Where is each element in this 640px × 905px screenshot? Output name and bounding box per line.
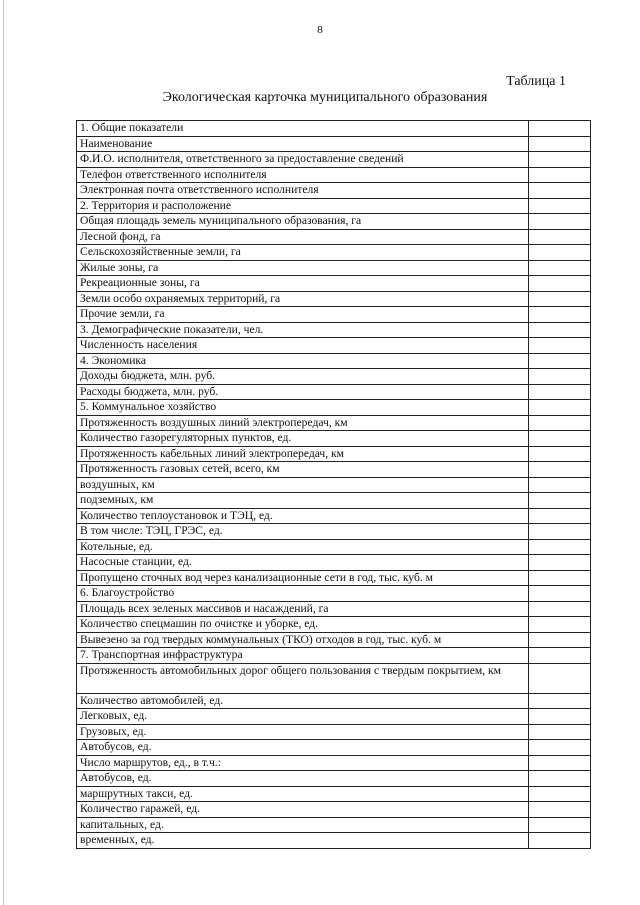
table-row	[77, 307, 591, 323]
row-value-cell	[529, 136, 591, 152]
table-row	[77, 477, 591, 493]
row-value-cell	[529, 493, 591, 509]
row-label: маршрутных такси, ед.	[77, 786, 529, 802]
table-row	[77, 400, 591, 416]
table-row	[77, 446, 591, 462]
row-label: Ф.И.О. исполнителя, ответственного за предоставление сведений	[77, 152, 529, 168]
row-label: Легковых, ед.	[77, 709, 529, 725]
table-row	[77, 431, 591, 447]
table-row	[77, 555, 591, 571]
table-row	[77, 121, 591, 137]
row-value-cell	[529, 245, 591, 261]
row-label: В том числе: ТЭЦ, ГРЭС, ед.	[77, 524, 529, 540]
row-value-cell	[529, 198, 591, 214]
table-row	[77, 586, 591, 602]
row-label: Количество теплоустановок и ТЭЦ, ед.	[77, 508, 529, 524]
row-label: капитальных, ед.	[77, 817, 529, 833]
table-row	[77, 167, 591, 183]
table-row	[77, 198, 591, 214]
row-value-cell	[529, 322, 591, 338]
table-row	[77, 415, 591, 431]
row-value-cell	[529, 291, 591, 307]
row-value-cell	[529, 833, 591, 849]
row-value-cell	[529, 586, 591, 602]
row-value-cell	[529, 167, 591, 183]
row-label: Количество газорегуляторных пунктов, ед.	[77, 431, 529, 447]
table-row	[77, 755, 591, 771]
row-label: Протяженность газовых сетей, всего, км	[77, 462, 529, 478]
row-label: Автобусов, ед.	[77, 771, 529, 787]
row-label: 6. Благоустройство	[77, 586, 529, 602]
row-value-cell	[529, 338, 591, 354]
table-row	[77, 462, 591, 478]
table-row	[77, 214, 591, 230]
row-label: Площадь всех зеленых массивов и насаждений, га	[77, 601, 529, 617]
row-label: Рекреационные зоны, га	[77, 276, 529, 292]
row-label: Лесной фонд, га	[77, 229, 529, 245]
row-value-cell	[529, 508, 591, 524]
table-row	[77, 338, 591, 354]
table-row	[77, 369, 591, 385]
table-row	[77, 508, 591, 524]
row-label: Протяженность автомобильных дорог общего пользования с твердым покрытием, км	[77, 663, 529, 693]
table-row	[77, 136, 591, 152]
row-label: Доходы бюджета, млн. руб.	[77, 369, 529, 385]
row-value-cell	[529, 183, 591, 199]
row-label: Котельные, ед.	[77, 539, 529, 555]
table-label: Таблица 1	[506, 74, 566, 89]
row-label: 2. Территория и расположение	[77, 198, 529, 214]
table-row	[77, 322, 591, 338]
row-value-cell	[529, 446, 591, 462]
row-value-cell	[529, 755, 591, 771]
row-label: подземных, км	[77, 493, 529, 509]
table-row	[77, 632, 591, 648]
table-row	[77, 771, 591, 787]
table-row	[77, 663, 591, 693]
row-value-cell	[529, 229, 591, 245]
table-row	[77, 817, 591, 833]
row-value-cell	[529, 601, 591, 617]
row-value-cell	[529, 693, 591, 709]
table-row	[77, 833, 591, 849]
row-value-cell	[529, 276, 591, 292]
table-row	[77, 276, 591, 292]
table-row	[77, 384, 591, 400]
row-value-cell	[529, 740, 591, 756]
row-label: 1. Общие показатели	[77, 121, 529, 137]
row-value-cell	[529, 648, 591, 664]
row-label: Вывезено за год твердых коммунальных (ТКО) отходов в год, тыс. куб. м	[77, 632, 529, 648]
row-value-cell	[529, 369, 591, 385]
row-value-cell	[529, 709, 591, 725]
row-value-cell	[529, 415, 591, 431]
row-value-cell	[529, 214, 591, 230]
row-label: Пропущено сточных вод через канализационные сети в год, тыс. куб. м	[77, 570, 529, 586]
row-label: Количество автомобилей, ед.	[77, 693, 529, 709]
row-label: Прочие земли, га	[77, 307, 529, 323]
table-row	[77, 493, 591, 509]
row-value-cell	[529, 802, 591, 818]
row-value-cell	[529, 477, 591, 493]
table-row	[77, 786, 591, 802]
row-label: 3. Демографические показатели, чел.	[77, 322, 529, 338]
row-value-cell	[529, 462, 591, 478]
table-row	[77, 648, 591, 664]
row-label: Земли особо охраняемых территорий, га	[77, 291, 529, 307]
row-value-cell	[529, 260, 591, 276]
row-label: Жилые зоны, га	[77, 260, 529, 276]
table-row	[77, 539, 591, 555]
row-label: Численность населения	[77, 338, 529, 354]
table-row	[77, 260, 591, 276]
page-number: 8	[317, 24, 323, 36]
row-value-cell	[529, 400, 591, 416]
table-row	[77, 524, 591, 540]
row-label: 7. Транспортная инфраструктура	[77, 648, 529, 664]
eco-card-body	[77, 121, 591, 849]
table-row	[77, 152, 591, 168]
row-label: 4. Экономика	[77, 353, 529, 369]
row-label: Количество гаражей, ед.	[77, 802, 529, 818]
row-value-cell	[529, 663, 591, 693]
table-row	[77, 709, 591, 725]
table-title: Экологическая карточка муниципального образования	[162, 90, 488, 105]
row-value-cell	[529, 555, 591, 571]
table-row	[77, 724, 591, 740]
scan-edge	[3, 0, 4, 905]
row-value-cell	[529, 152, 591, 168]
row-label: Электронная почта ответственного исполнителя	[77, 183, 529, 199]
table-row	[77, 617, 591, 633]
row-value-cell	[529, 771, 591, 787]
table-row	[77, 601, 591, 617]
row-label: Протяженность воздушных линий электропередач, км	[77, 415, 529, 431]
table-row	[77, 570, 591, 586]
table-row	[77, 802, 591, 818]
table-row	[77, 740, 591, 756]
table-row	[77, 693, 591, 709]
row-label: Сельскохозяйственные земли, га	[77, 245, 529, 261]
row-label: Наименование	[77, 136, 529, 152]
table-row	[77, 245, 591, 261]
table-row	[77, 183, 591, 199]
row-label: временных, ед.	[77, 833, 529, 849]
row-label: воздушных, км	[77, 477, 529, 493]
row-value-cell	[529, 307, 591, 323]
row-value-cell	[529, 632, 591, 648]
row-value-cell	[529, 724, 591, 740]
row-label: Количество спецмашин по очистке и уборке, ед.	[77, 617, 529, 633]
row-value-cell	[529, 524, 591, 540]
eco-card-table	[76, 120, 591, 849]
row-value-cell	[529, 617, 591, 633]
row-value-cell	[529, 570, 591, 586]
row-label: Телефон ответственного исполнителя	[77, 167, 529, 183]
row-label: Протяженность кабельных линий электропередач, км	[77, 446, 529, 462]
table-row	[77, 291, 591, 307]
row-label: Грузовых, ед.	[77, 724, 529, 740]
row-value-cell	[529, 431, 591, 447]
row-label: Расходы бюджета, млн. руб.	[77, 384, 529, 400]
row-label: Общая площадь земель муниципального образования, га	[77, 214, 529, 230]
row-label: Насосные станции, ед.	[77, 555, 529, 571]
table-row	[77, 229, 591, 245]
row-value-cell	[529, 121, 591, 137]
row-label: Автобусов, ед.	[77, 740, 529, 756]
row-value-cell	[529, 384, 591, 400]
row-label: 5. Коммунальное хозяйство	[77, 400, 529, 416]
row-value-cell	[529, 353, 591, 369]
row-value-cell	[529, 539, 591, 555]
row-value-cell	[529, 817, 591, 833]
row-label: Число маршрутов, ед., в т.ч.:	[77, 755, 529, 771]
table-row	[77, 353, 591, 369]
row-value-cell	[529, 786, 591, 802]
